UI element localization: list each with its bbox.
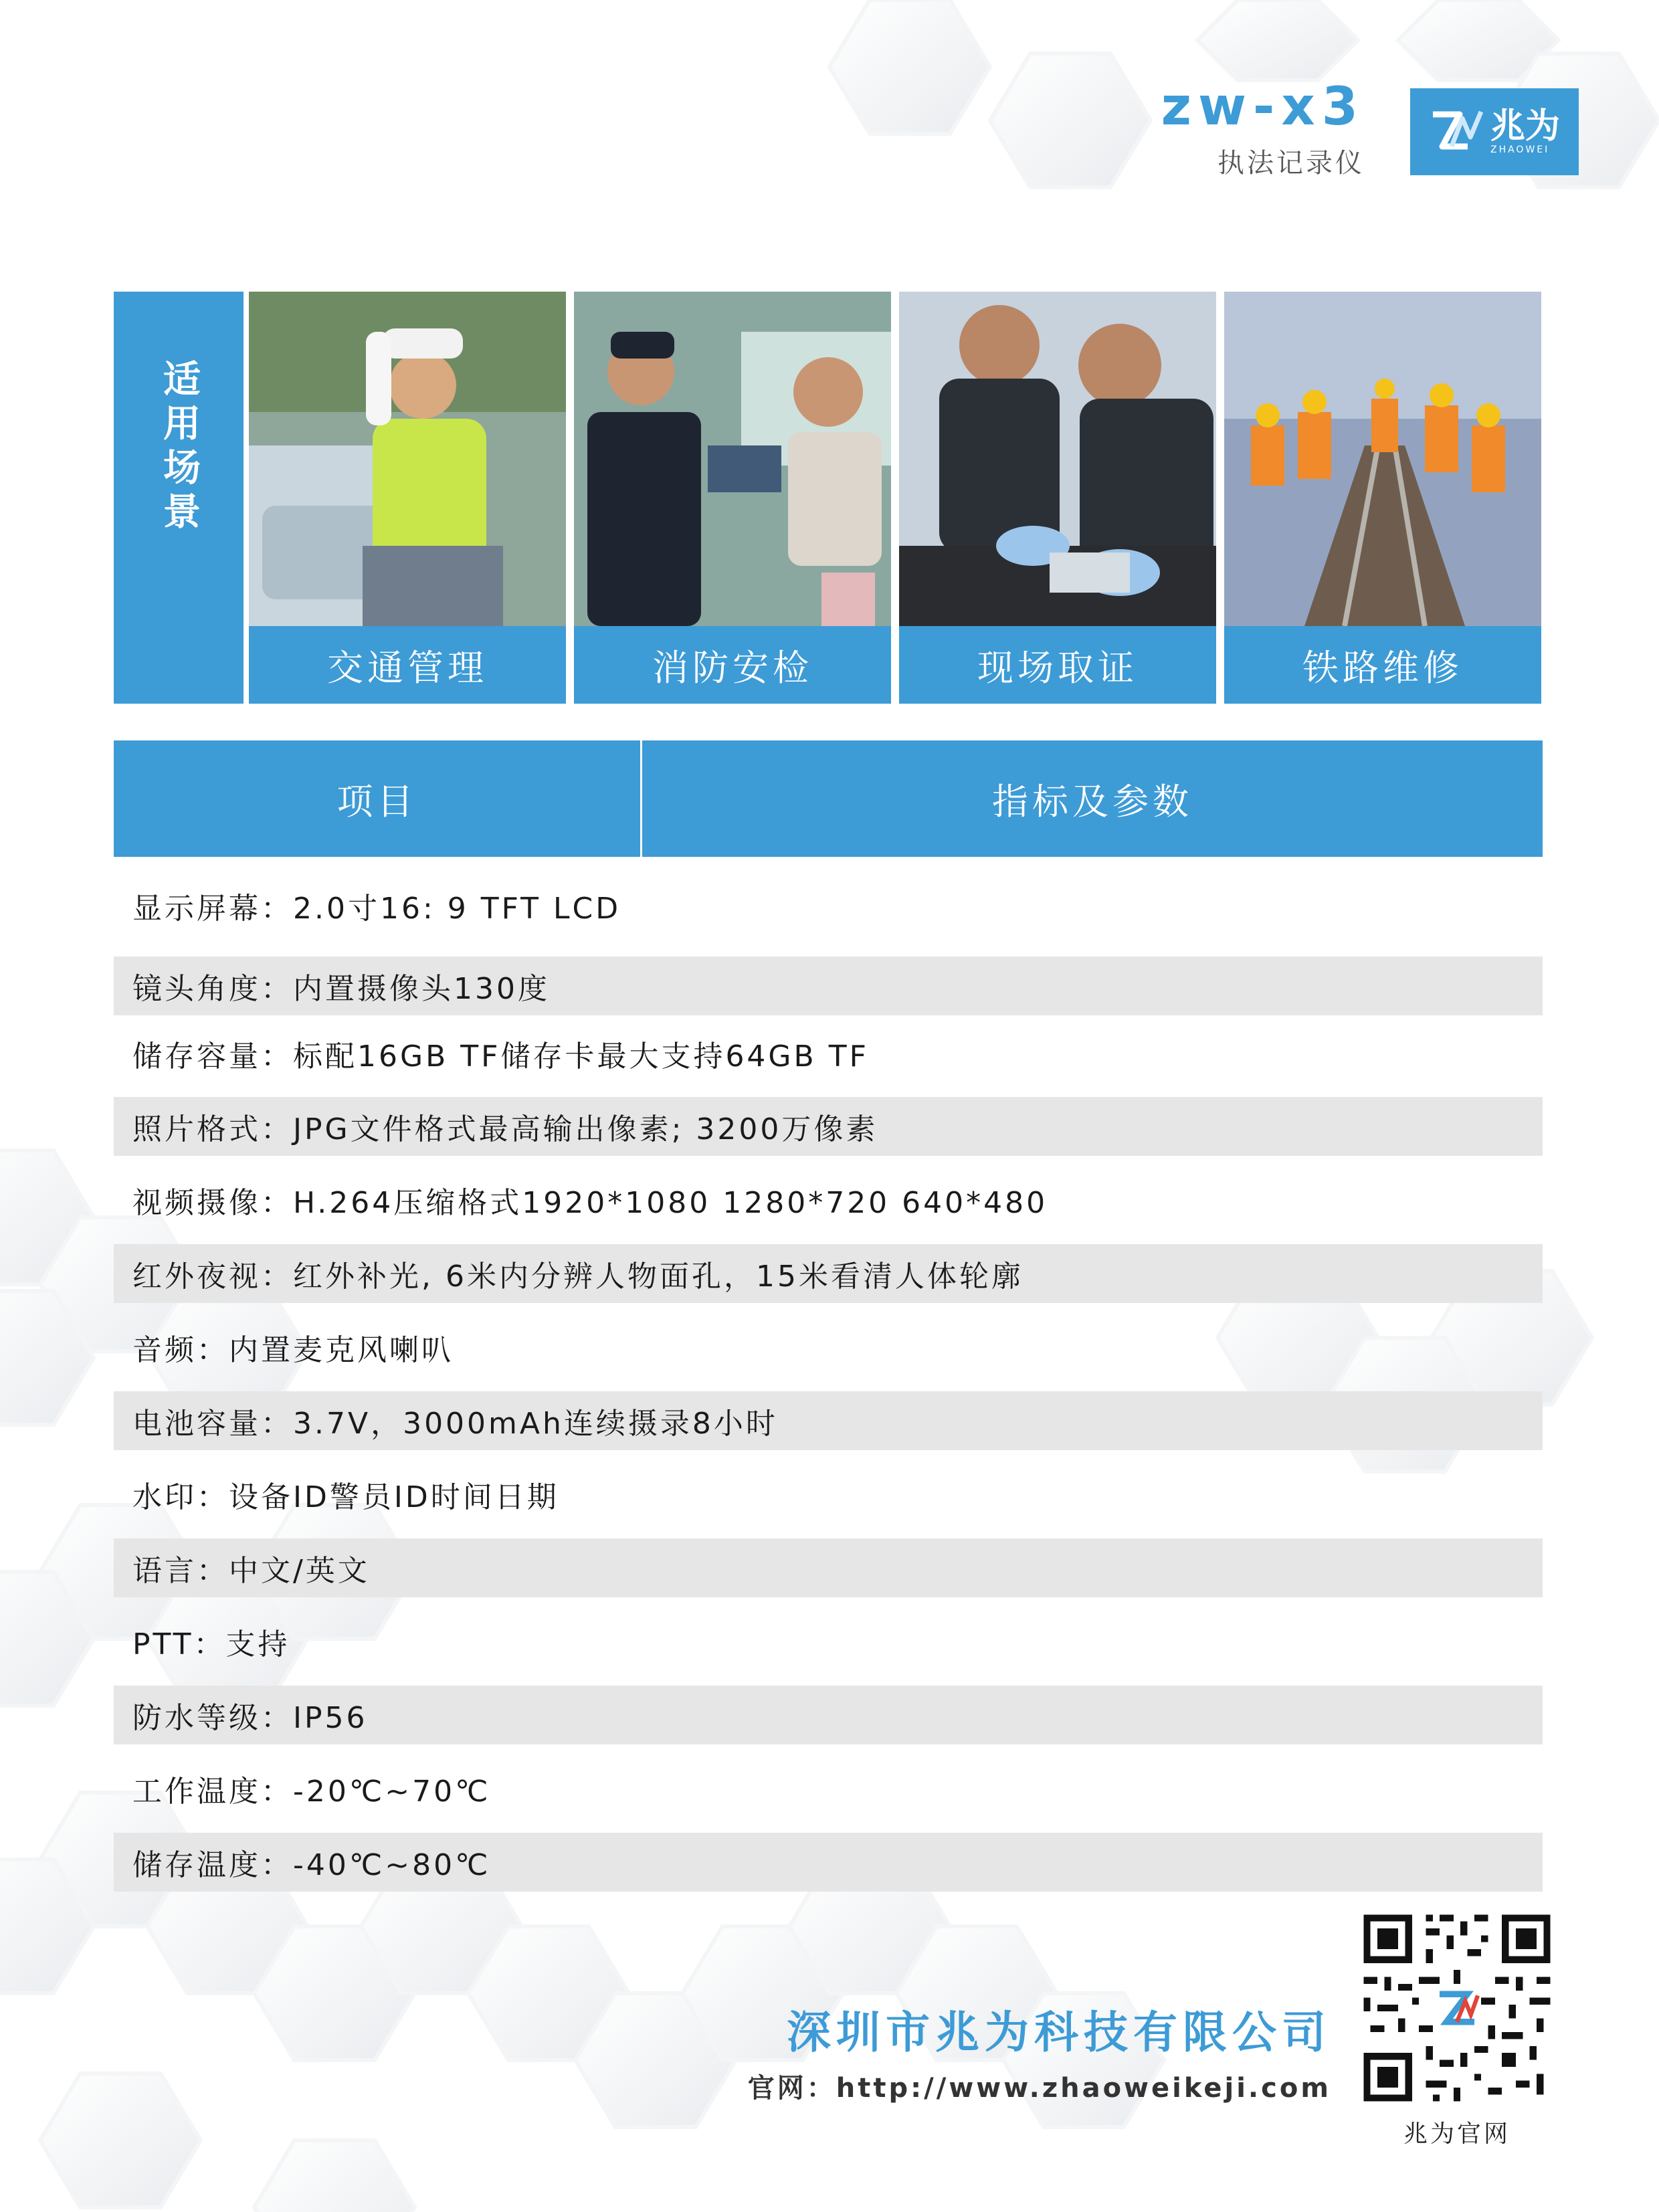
company-name: 深圳市兆为科技有限公司: [787, 2007, 1331, 2058]
logo-subtext: ZHAOWEI: [1490, 144, 1550, 155]
scenario-card-railway: [1224, 292, 1541, 704]
table-header-item: 项目: [114, 740, 640, 857]
traffic-police-photo-icon: [249, 292, 566, 626]
qr-code-icon[interactable]: [1357, 1908, 1557, 2108]
security-check-photo-icon: [574, 292, 891, 626]
website-link[interactable]: 官网：http://www.zhaoweikeji.com: [747, 2073, 1331, 2104]
scenario-caption: 交通管理: [327, 646, 488, 689]
spec-row: 红外夜视：红外补光, 6米内分辨人物面孔，15米看清人体轮廓: [114, 1244, 1543, 1303]
spec-row: 照片格式：JPG文件格式最高输出像素; 3200万像素: [114, 1097, 1543, 1156]
spec-row: 储存容量：标配16GB TF储存卡最大支持64GB TF: [132, 1039, 869, 1074]
scenario-label: [114, 292, 243, 704]
logo-text: 兆为: [1490, 106, 1560, 146]
product-model: zw-x3: [1161, 77, 1365, 137]
brand-logo: [1410, 88, 1579, 175]
spec-row: 音频：内置麦克风喇叭: [132, 1333, 454, 1367]
scenario-caption: 铁路维修: [1302, 646, 1463, 689]
spec-row: PTT：支持: [132, 1627, 290, 1662]
spec-row: 语言：中文/英文: [114, 1538, 1543, 1597]
zw-logo-icon: [1429, 105, 1486, 159]
evidence-collection-photo-icon: [899, 292, 1216, 626]
product-subtitle: 执法记录仪: [1217, 148, 1365, 179]
scenario-label-text: 适用场景: [157, 359, 201, 536]
scenario-card-security: [574, 292, 891, 704]
spec-row: 储存温度：-40℃~80℃: [114, 1833, 1543, 1892]
scenario-card-evidence: [899, 292, 1216, 704]
spec-row: 防水等级：IP56: [114, 1686, 1543, 1744]
spec-row: 镜头角度：内置摄像头130度: [114, 957, 1543, 1015]
spec-row: 显示屏幕：2.0寸16: 9 TFT LCD: [132, 892, 621, 926]
scenario-caption: 消防安检: [652, 646, 813, 689]
spec-row: 工作温度：-20℃~70℃: [132, 1775, 491, 1809]
railway-maintenance-photo-icon: [1224, 292, 1541, 626]
scenario-caption: 现场取证: [977, 646, 1138, 689]
spec-row: 水印：设备ID警员ID时间日期: [132, 1480, 559, 1514]
qr-caption: 兆为官网: [1403, 2120, 1510, 2148]
spec-row: 电池容量：3.7V，3000mAh连续摄录8小时: [114, 1391, 1543, 1450]
spec-row: 视频摄像：H.264压缩格式1920*1080 1280*720 640*480: [132, 1186, 1048, 1220]
scenario-card-traffic: [249, 292, 566, 704]
table-header-params: 指标及参数: [642, 740, 1543, 857]
